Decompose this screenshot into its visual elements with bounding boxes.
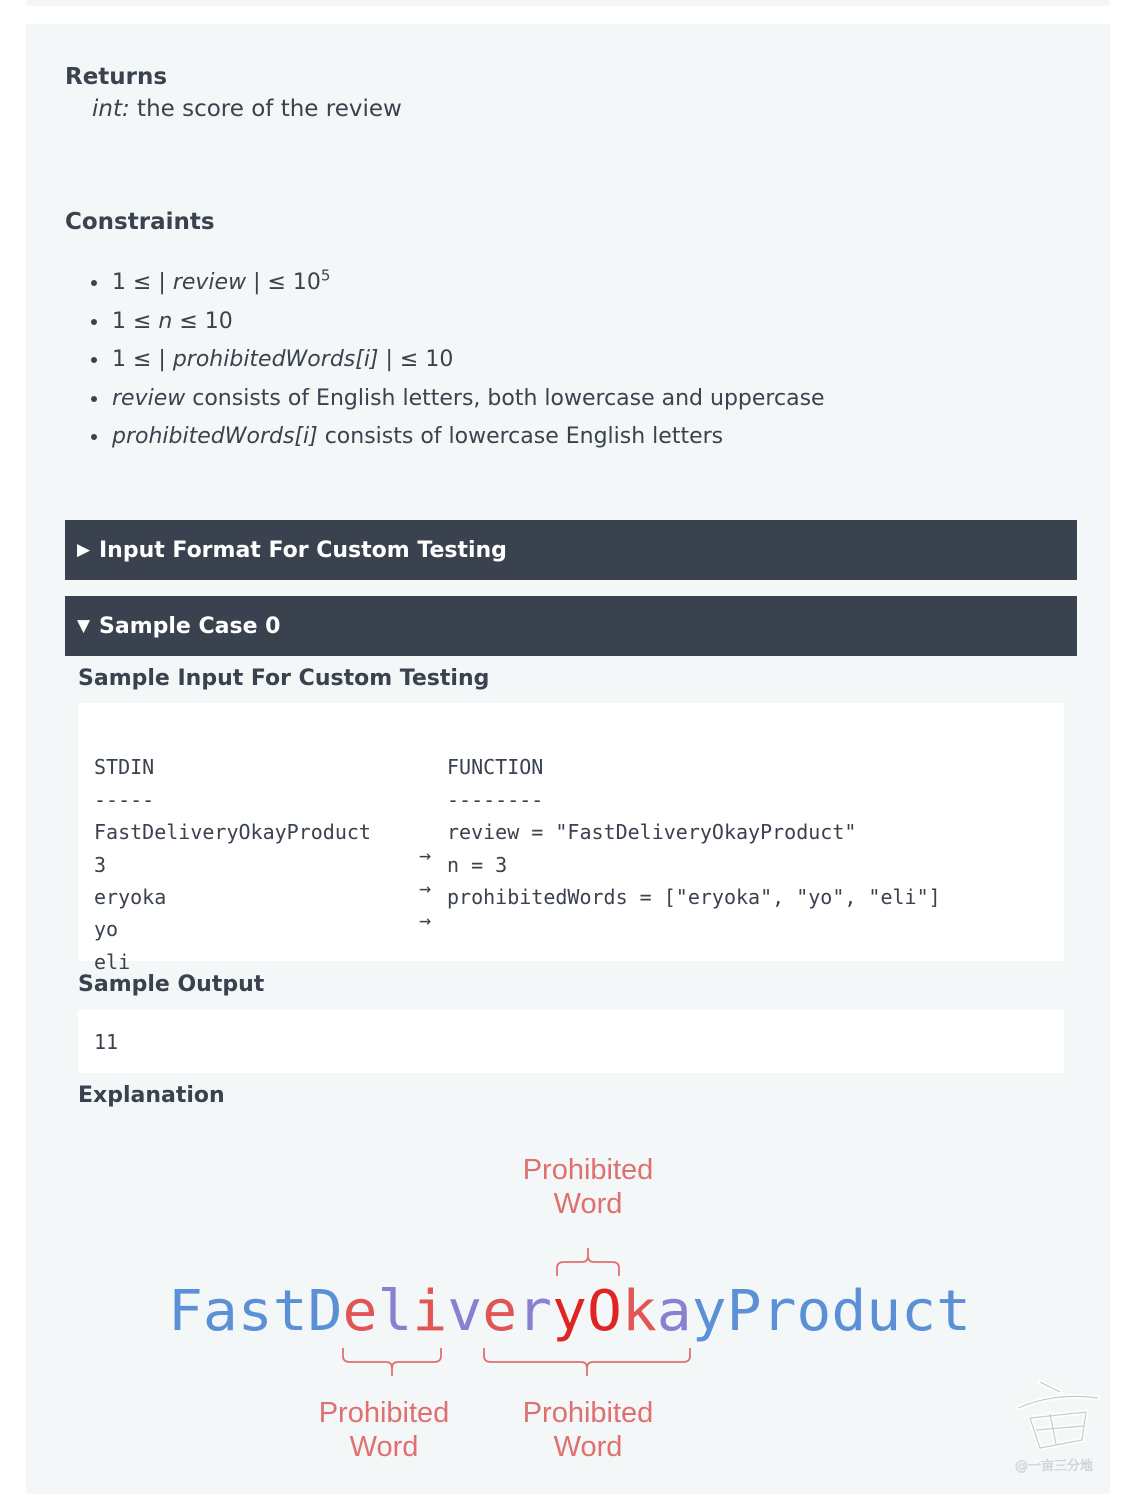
constraint-text: ≤ 10 [172, 308, 233, 334]
constraint-var: review [172, 270, 247, 295]
brace-right-icon [484, 1348, 690, 1376]
review-letter: i [412, 1279, 447, 1344]
review-letter: v [447, 1279, 482, 1344]
review-letter: e [482, 1279, 516, 1344]
review-letter: c [901, 1279, 935, 1344]
watermark [1000, 1370, 1110, 1479]
review-letter: t [936, 1279, 970, 1344]
stdin-value: FastDeliveryOkayProduct [94, 820, 371, 845]
returns-heading: Returns [65, 64, 168, 90]
review-letter: a [202, 1279, 237, 1344]
constraint-var: prohibitedWords[i] [172, 347, 379, 372]
returns-type: int: [92, 96, 130, 122]
constraint-text: | ≤ 10 [246, 270, 321, 295]
explanation-heading: Explanation [78, 1083, 225, 1108]
review-word [168, 1279, 971, 1344]
function-value: n = 3 [447, 852, 508, 877]
arrow-icon: → [419, 843, 432, 868]
review-letter: D [307, 1279, 342, 1344]
watermark-logo-icon [1000, 1370, 1110, 1475]
stdin-value: 3 [94, 852, 107, 877]
constraint-var: prohibitedWords[i] [112, 424, 318, 449]
review-letter: u [866, 1279, 900, 1344]
constraint-text: consists of lowercase English letters [317, 424, 724, 449]
review-letter: y [691, 1279, 726, 1344]
function-value: review = "FastDeliveryOkayProduct" [447, 820, 857, 845]
review-letter: s [237, 1279, 272, 1344]
review-letter: d [831, 1279, 866, 1344]
stdin-header: STDIN [94, 755, 155, 780]
output-value: 11 [94, 1030, 119, 1054]
sample-output-heading: Sample Output [78, 972, 265, 997]
caret-down-icon: ▼ [77, 616, 91, 636]
constraint-text: 1 ≤ | [112, 270, 173, 295]
review-letter: r [761, 1279, 796, 1344]
label-prohibited-left-2: Word [349, 1431, 419, 1463]
review-letter: F [168, 1279, 202, 1344]
function-divider: -------- [447, 787, 544, 812]
review-letter: e [342, 1279, 377, 1344]
review-letter: t [272, 1279, 307, 1344]
constraint-exponent: 5 [320, 266, 331, 285]
arrow-icon: → [419, 907, 432, 932]
constraint-text: 1 ≤ | [112, 347, 173, 372]
stdin-value: eli [94, 949, 131, 974]
sample-input-heading: Sample Input For Custom Testing [78, 666, 490, 691]
returns-text: the score of the review [137, 96, 402, 122]
function-value: prohibitedWords = ["eryoka", "yo", "eli"] [447, 884, 941, 909]
constraint-text: 1 ≤ [112, 308, 159, 334]
constraints-heading: Constraints [65, 209, 215, 235]
review-letter: o [796, 1279, 831, 1344]
constraint-var: n [158, 308, 173, 334]
label-prohibited-top-1: Prohibited [522, 1154, 654, 1186]
input-format-label: Input Format For Custom Testing [99, 537, 507, 563]
constraint-var: review [112, 385, 186, 411]
review-letter: O [586, 1279, 621, 1344]
review-letter: a [656, 1279, 691, 1344]
constraint-text: consists of English letters, both lowercase and uppercase [185, 385, 825, 411]
stdin-value: yo [94, 917, 119, 942]
review-letter: y [552, 1279, 586, 1344]
arrow-icon: → [419, 875, 432, 900]
label-prohibited-left-1: Prohibited [318, 1397, 450, 1429]
constraint-text: | ≤ 10 [378, 347, 454, 372]
function-header: FUNCTION [447, 755, 544, 780]
review-letter: k [621, 1279, 656, 1344]
sample-case-label: Sample Case 0 [99, 613, 281, 639]
review-letter: l [377, 1279, 412, 1344]
review-letter: r [517, 1279, 551, 1344]
label-prohibited-right-2: Word [553, 1431, 623, 1463]
review-letter: P [726, 1279, 761, 1344]
stdin-value: eryoka [94, 884, 167, 909]
caret-right-icon: ▶ [77, 540, 91, 560]
stdin-divider: ----- [94, 787, 155, 812]
label-prohibited-top-2: Word [553, 1188, 623, 1220]
brace-top-icon [557, 1248, 619, 1276]
brace-left-icon [343, 1348, 441, 1376]
watermark-text: @一亩三分地 [1014, 1459, 1094, 1474]
label-prohibited-right-1: Prohibited [522, 1397, 654, 1429]
